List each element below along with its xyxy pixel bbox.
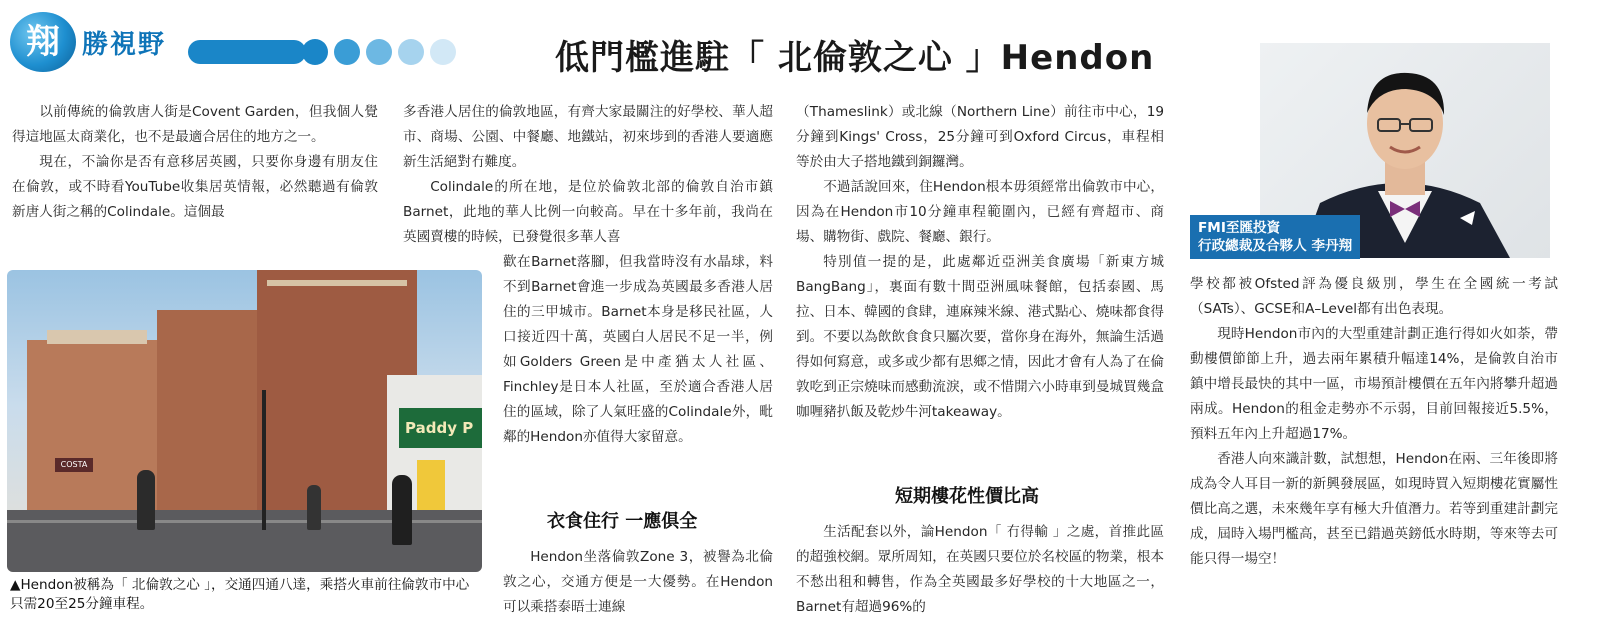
- subheading-2: 短期樓花性價比高: [895, 486, 1039, 507]
- column-2-top: [403, 100, 773, 250]
- decorative-dot: [398, 39, 424, 65]
- decorative-dot: [430, 39, 456, 65]
- paragraph: Colindale的所在地，是位於倫敦北部的倫敦自治市鎮Barnet，此地的華人比例一向較高。早在十多年前，我尚在英國賣樓的時候，已發覺很多華人喜: [403, 179, 773, 245]
- paragraph: 學校都被Ofsted評為優良級別，學生在全國統一考試（SATs）、GCSE和A–Level都有出色表現。: [1190, 276, 1558, 317]
- paragraph: 香港人向來識計數，試想想，Hendon在兩、三年後即將成為令人耳目一新的新興發展區，如現時買入短期樓花實屬性價比高之選，未來幾年享有極大升值潛力。若等到重建計劃完成，屆時入場門檻高，甚至已錯過英鎊低水時期，等來等去可能只得一場空！: [1190, 451, 1558, 567]
- building-trim: [267, 280, 407, 286]
- subheading-1: 衣食住行 一應俱全: [547, 511, 698, 532]
- author-company: FMI至匯投資: [1198, 220, 1281, 236]
- column-2-after-subhead: [503, 545, 773, 620]
- building-cornice: [47, 330, 147, 344]
- column-4: [1190, 272, 1558, 572]
- paragraph: Hendon坐落倫敦Zone 3，被譽為北倫敦之心，交通方便是一大優勢。在Hendon可以乘搭泰晤士連線: [503, 549, 773, 615]
- shop-logo: COSTA: [55, 458, 93, 472]
- column-3-after-subhead: [796, 520, 1164, 620]
- pedestrian: [307, 485, 321, 530]
- column-3: [796, 100, 1164, 425]
- paragraph: 以前傳統的倫敦唐人街是Covent Garden，但我個人覺得這地區太商業化，也不是最適合居住的地方之一。: [12, 104, 378, 145]
- author-credit: [1190, 215, 1360, 259]
- hendon-street-photo: [7, 270, 482, 572]
- pedestrian: [392, 475, 412, 545]
- paragraph: 多香港人居住的倫敦地區，有齊大家最關注的好學校、華人超市、商場、公園、中餐廳、地鐵站，初來埗到的香港人要適應新生活絕對冇難度。: [403, 104, 773, 170]
- column-name: 勝視野: [82, 30, 167, 60]
- paragraph: 特別值一提的是，此處鄰近亞洲美食廣場「新東方城BangBang」，裏面有數十間亞洲風味餐館，包括泰國、馬拉、日本、韓國的食肆，連麻辣米線、港式點心、燒味都食得到。不要以為飲飲食食只屬次要，當你身在海外，無論生活過得如何寫意，或多或少都有思鄉之情，因此才會有人為了在倫敦吃到正宗燒味而感動流淚，或不惜開六小時車到曼城買幾盒咖喱豬扒飯及乾炒牛河takeaway。: [796, 254, 1164, 420]
- lamp-post: [262, 390, 266, 530]
- headline: 低門檻進駐「 北倫敦之心 」Hendon: [555, 38, 1155, 78]
- paragraph: （Thameslink）或北線（Northern Line）前往市中心，19分鐘到Kings' Cross，25分鐘可到Oxford Circus，車程相等於由大子搭地鐵到銅鑼灣。: [796, 104, 1164, 170]
- decorative-dot: [302, 39, 328, 65]
- column-badge: 翔: [10, 12, 76, 72]
- column-label: [10, 10, 460, 70]
- author-title: 行政總裁及合夥人 李丹翔: [1198, 238, 1353, 254]
- decorative-bar: [188, 40, 306, 64]
- decorative-dot: [334, 39, 360, 65]
- column-1: [12, 100, 378, 225]
- photo-caption: ▲Hendon被稱為「 北倫敦之心 」，交通四通八達，乘搭火車前往倫敦市中心只需20至25分鐘車程。: [10, 577, 470, 612]
- pedestrian: [137, 470, 155, 530]
- paragraph: 不過話說回來，住Hendon根本毋須經常出倫敦市中心，因為在Hendon市10分鐘車程範圍內，已經有齊超市、商場、購物街、戲院、餐廳、銀行。: [796, 179, 1164, 245]
- column-2-bottom: [503, 250, 773, 450]
- decorative-dot: [366, 39, 392, 65]
- shop-sign: Paddy P: [399, 408, 482, 448]
- building: [157, 310, 267, 540]
- paragraph: 現在，不論你是否有意移居英國，只要你身邊有朋友住在倫敦，或不時看YouTube收集居英情報，必然聽過有倫敦新唐人街之稱的Colindale。這個最: [12, 154, 378, 220]
- paragraph: 生活配套以外，論Hendon「 冇得輸 」之處，首推此區的超強校網。眾所周知，在英國只要位於名校區的物業，根本不愁出租和轉售，作為全英國最多好學校的十大地區之一，Barnet有超過96%的: [796, 524, 1164, 615]
- paragraph: 現時Hendon市內的大型重建計劃正進行得如火如荼，帶動樓價節節上升，過去兩年累積升幅達14%，是倫敦自治市鎮中增長最快的其中一區，市場預計樓價在五年內將攀升超過兩成。Hendon的租金走勢亦不示弱，目前回報接近5.5%，預料五年內上升超過17%。: [1190, 326, 1558, 442]
- paragraph: 歡在Barnet落腳，但我當時沒有水晶球，料不到Barnet會進一步成為英國最多香港人居住的三甲城市。Barnet本身是移民社區，人口接近四十萬，英國白人居民不足一半，例如Golders Green是中產猶太人社區、Finchley是日本人社區，至於適合香港人居住的區域，除了人氣旺盛的Colindale外，毗鄰的Hendon亦值得大家留意。: [503, 254, 773, 445]
